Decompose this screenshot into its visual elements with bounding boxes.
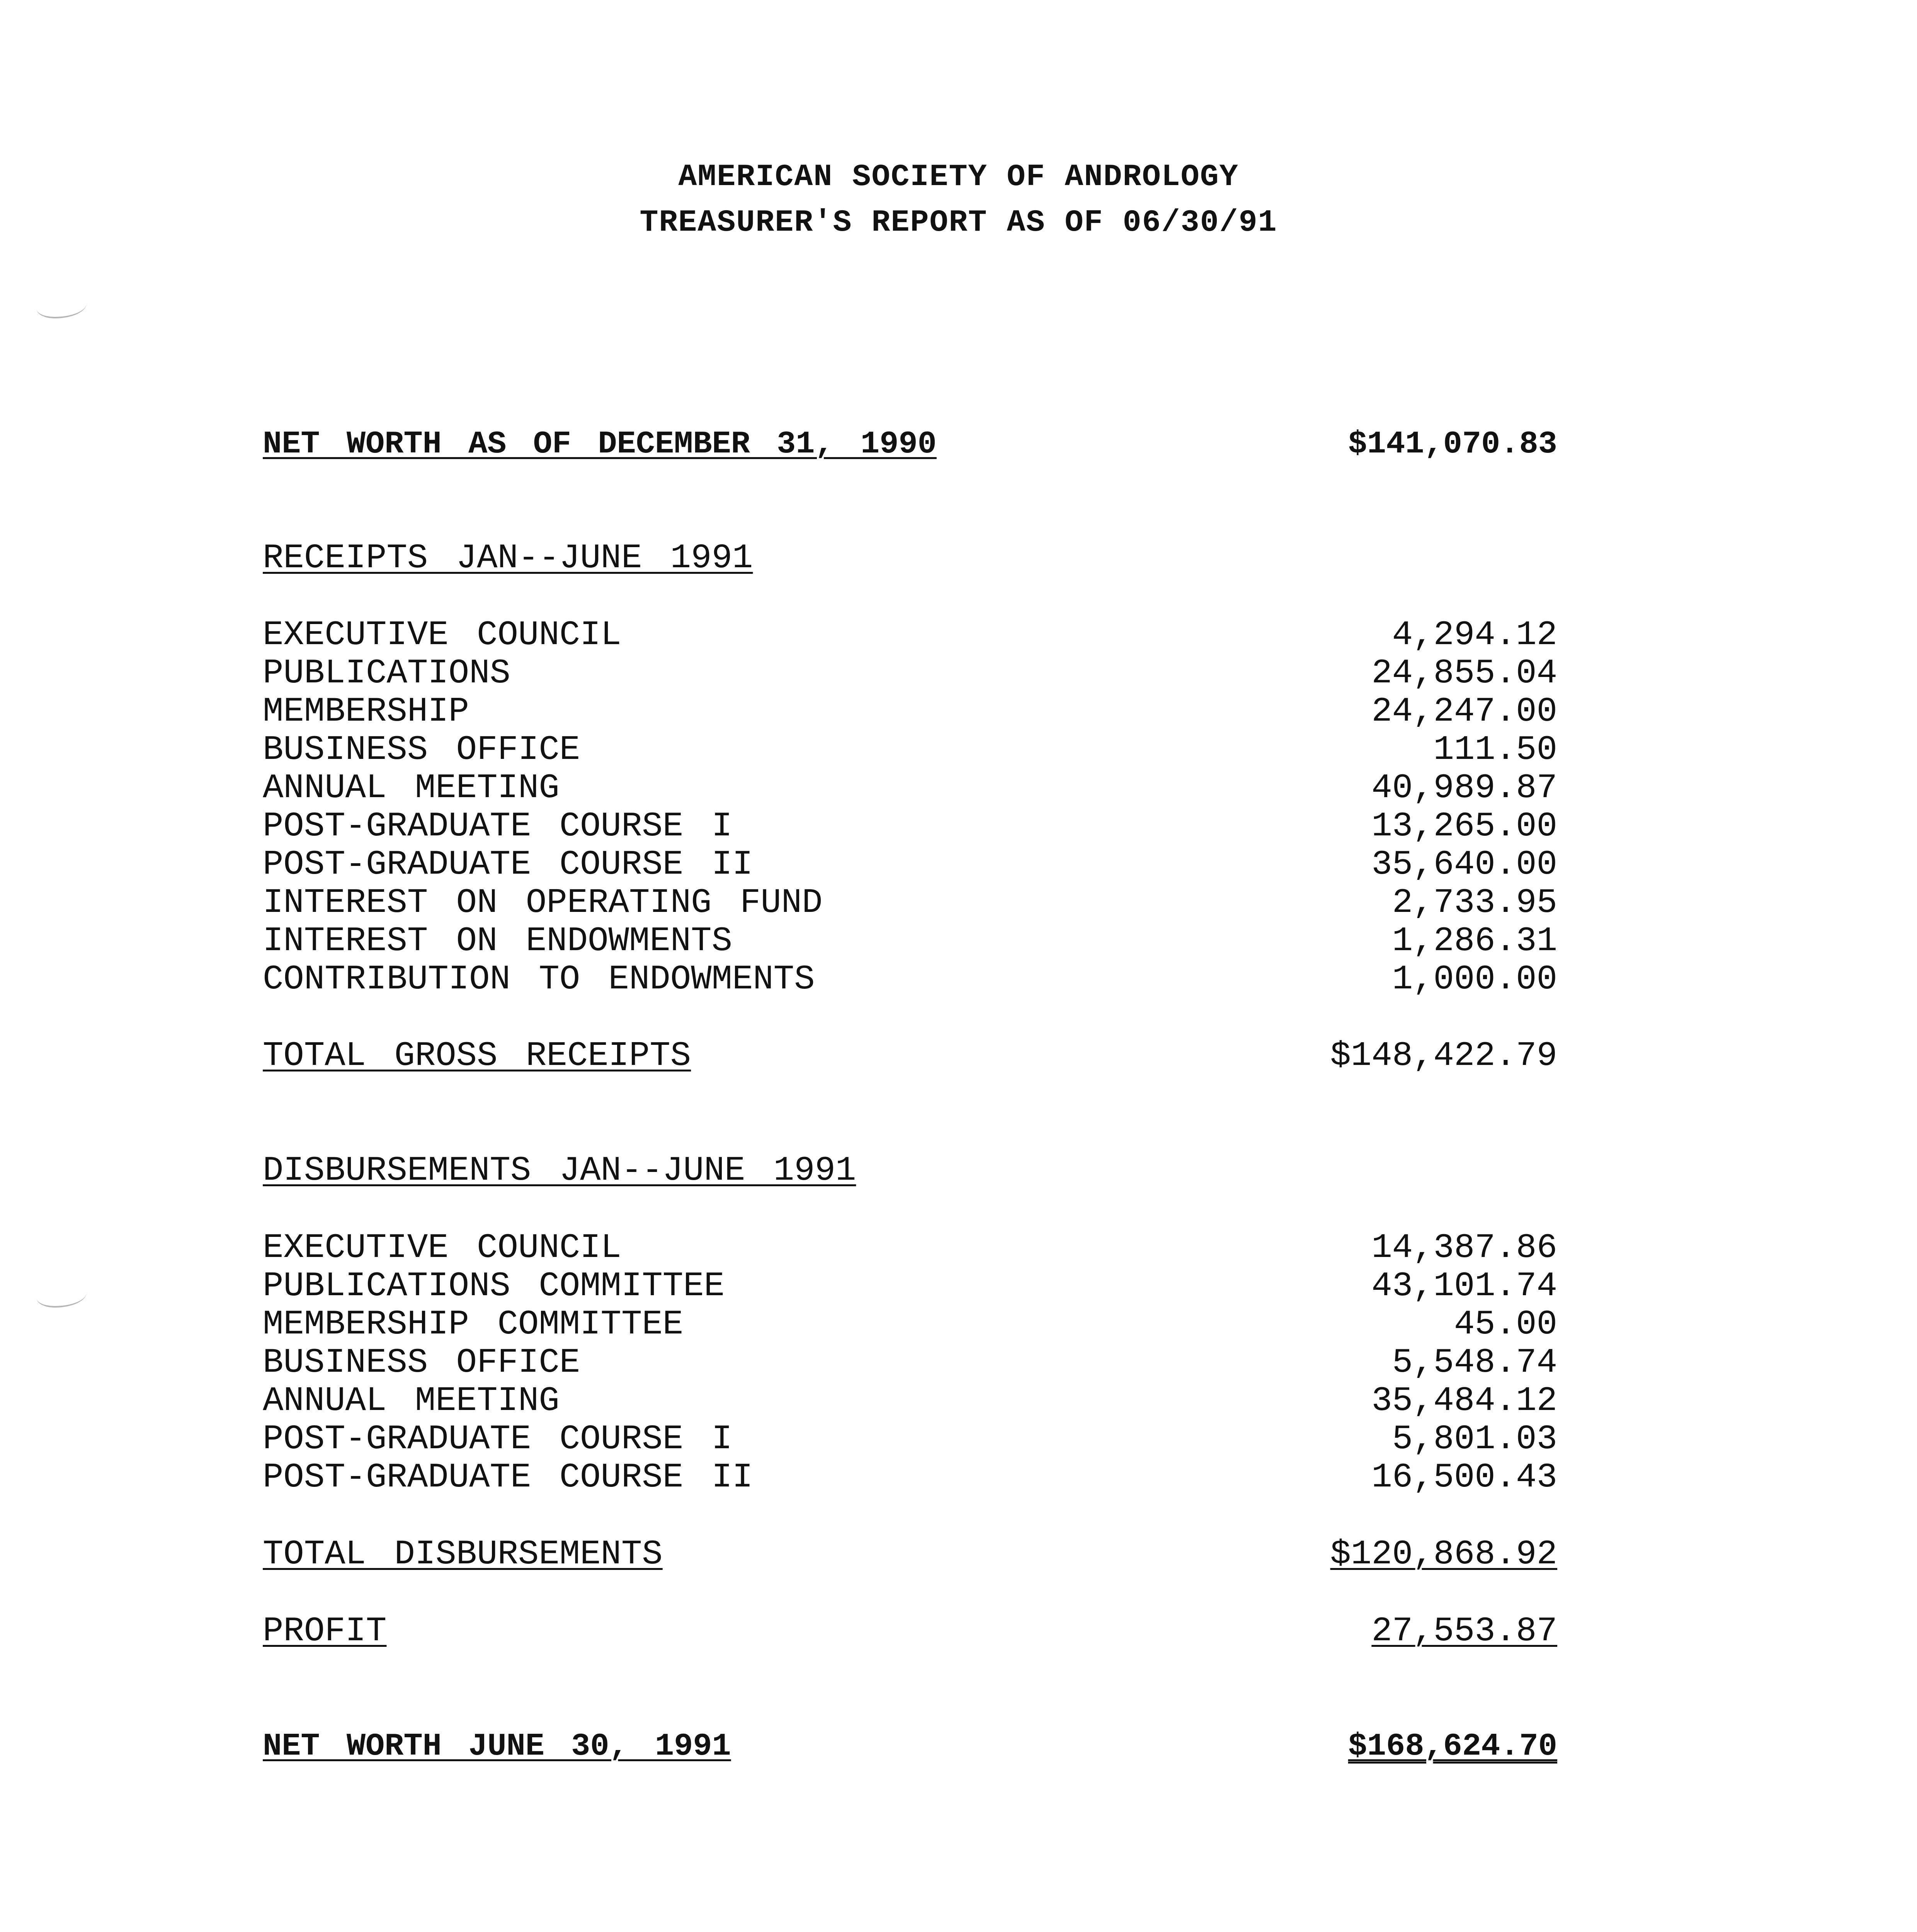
receipts-heading-row — [263, 539, 1557, 578]
receipt-row — [263, 807, 1557, 846]
receipt-amount: 13,265.00 — [1371, 807, 1557, 846]
receipt-amount: 2,733.95 — [1392, 883, 1557, 922]
total-receipts-amount: $148,422.79 — [1330, 1036, 1557, 1075]
binder-hole-mark — [37, 1283, 87, 1308]
report-subtitle: TREASURER'S REPORT AS OF 06/30/91 — [640, 205, 1277, 240]
receipt-amount: 4,294.12 — [1392, 616, 1557, 655]
receipt-amount: 40,989.87 — [1371, 769, 1557, 808]
receipt-label: BUSINESS OFFICE — [263, 730, 580, 769]
receipt-label: INTEREST ON ENDOWMENTS — [263, 922, 732, 961]
disbursements-heading-row — [263, 1151, 1557, 1190]
total-disbursements-row — [263, 1535, 1557, 1574]
report-title — [0, 155, 1917, 246]
disbursement-label: BUSINESS OFFICE — [263, 1343, 580, 1382]
total-receipts-label: TOTAL GROSS RECEIPTS — [263, 1036, 691, 1075]
receipt-row — [263, 845, 1557, 884]
net-worth-start-label: NET WORTH AS OF DECEMBER 31, 1990 — [263, 426, 937, 462]
net-worth-end-row — [263, 1727, 1557, 1766]
receipts-heading: RECEIPTS JAN--JUNE 1991 — [263, 539, 753, 578]
total-disbursements-amount: $120,868.92 — [1330, 1535, 1557, 1574]
disbursement-amount: 16,500.43 — [1371, 1458, 1557, 1497]
disbursement-row — [263, 1344, 1557, 1382]
disbursement-label: ANNUAL MEETING — [263, 1381, 560, 1420]
disbursement-amount: 45.00 — [1454, 1305, 1557, 1344]
net-worth-end-label: NET WORTH JUNE 30, 1991 — [263, 1728, 731, 1764]
receipt-row — [263, 769, 1557, 808]
receipt-amount: 24,247.00 — [1371, 692, 1557, 731]
receipt-row — [263, 960, 1557, 999]
disbursement-label: POST-GRADUATE COURSE I — [263, 1420, 732, 1459]
disbursement-row — [263, 1382, 1557, 1420]
receipt-row — [263, 884, 1557, 922]
disbursement-row — [263, 1267, 1557, 1306]
receipt-amount: 1,286.31 — [1392, 922, 1557, 961]
disbursement-row — [263, 1420, 1557, 1459]
receipt-row — [263, 731, 1557, 769]
receipt-amount: 35,640.00 — [1371, 845, 1557, 884]
profit-row — [263, 1612, 1557, 1651]
disbursement-amount: 14,387.86 — [1371, 1228, 1557, 1267]
receipt-amount: 24,855.04 — [1371, 654, 1557, 693]
receipt-row — [263, 616, 1557, 655]
disbursement-amount: 5,548.74 — [1392, 1343, 1557, 1382]
disbursement-label: PUBLICATIONS COMMITTEE — [263, 1267, 725, 1306]
disbursement-label: POST-GRADUATE COURSE II — [263, 1458, 753, 1497]
receipt-label: MEMBERSHIP — [263, 692, 469, 731]
net-worth-end-amount: $168,624.70 — [1348, 1728, 1557, 1764]
receipt-label: PUBLICATIONS — [263, 654, 510, 693]
receipt-label: ANNUAL MEETING — [263, 769, 560, 808]
net-worth-start-amount: $141,070.83 — [1348, 426, 1557, 462]
receipt-label: INTEREST ON OPERATING FUND — [263, 883, 823, 922]
disbursement-row — [263, 1229, 1557, 1267]
receipt-amount: 111.50 — [1433, 730, 1557, 769]
disbursement-label: MEMBERSHIP COMMITTEE — [263, 1305, 684, 1344]
disbursement-amount: 5,801.03 — [1392, 1420, 1557, 1459]
disbursement-amount: 43,101.74 — [1371, 1267, 1557, 1306]
receipt-label: POST-GRADUATE COURSE II — [263, 845, 753, 884]
disbursement-label: EXECUTIVE COUNCIL — [263, 1228, 621, 1267]
profit-label: PROFIT — [263, 1612, 387, 1651]
disbursements-heading: DISBURSEMENTS JAN--JUNE 1991 — [263, 1151, 856, 1190]
binder-hole-mark — [37, 294, 87, 318]
profit-amount: 27,553.87 — [1371, 1612, 1557, 1651]
net-worth-start-row — [263, 425, 1557, 464]
total-receipts-row — [263, 1037, 1557, 1075]
total-disbursements-label: TOTAL DISBURSEMENTS — [263, 1535, 663, 1574]
receipt-row — [263, 692, 1557, 731]
receipt-label: CONTRIBUTION TO ENDOWMENTS — [263, 960, 815, 999]
receipt-amount: 1,000.00 — [1392, 960, 1557, 999]
organization-name: AMERICAN SOCIETY OF ANDROLOGY — [678, 160, 1239, 195]
receipt-row — [263, 654, 1557, 693]
receipt-label: POST-GRADUATE COURSE I — [263, 807, 732, 846]
disbursement-amount: 35,484.12 — [1371, 1381, 1557, 1420]
disbursement-row — [263, 1305, 1557, 1344]
receipt-label: EXECUTIVE COUNCIL — [263, 616, 621, 655]
receipt-row — [263, 922, 1557, 961]
disbursement-row — [263, 1458, 1557, 1497]
